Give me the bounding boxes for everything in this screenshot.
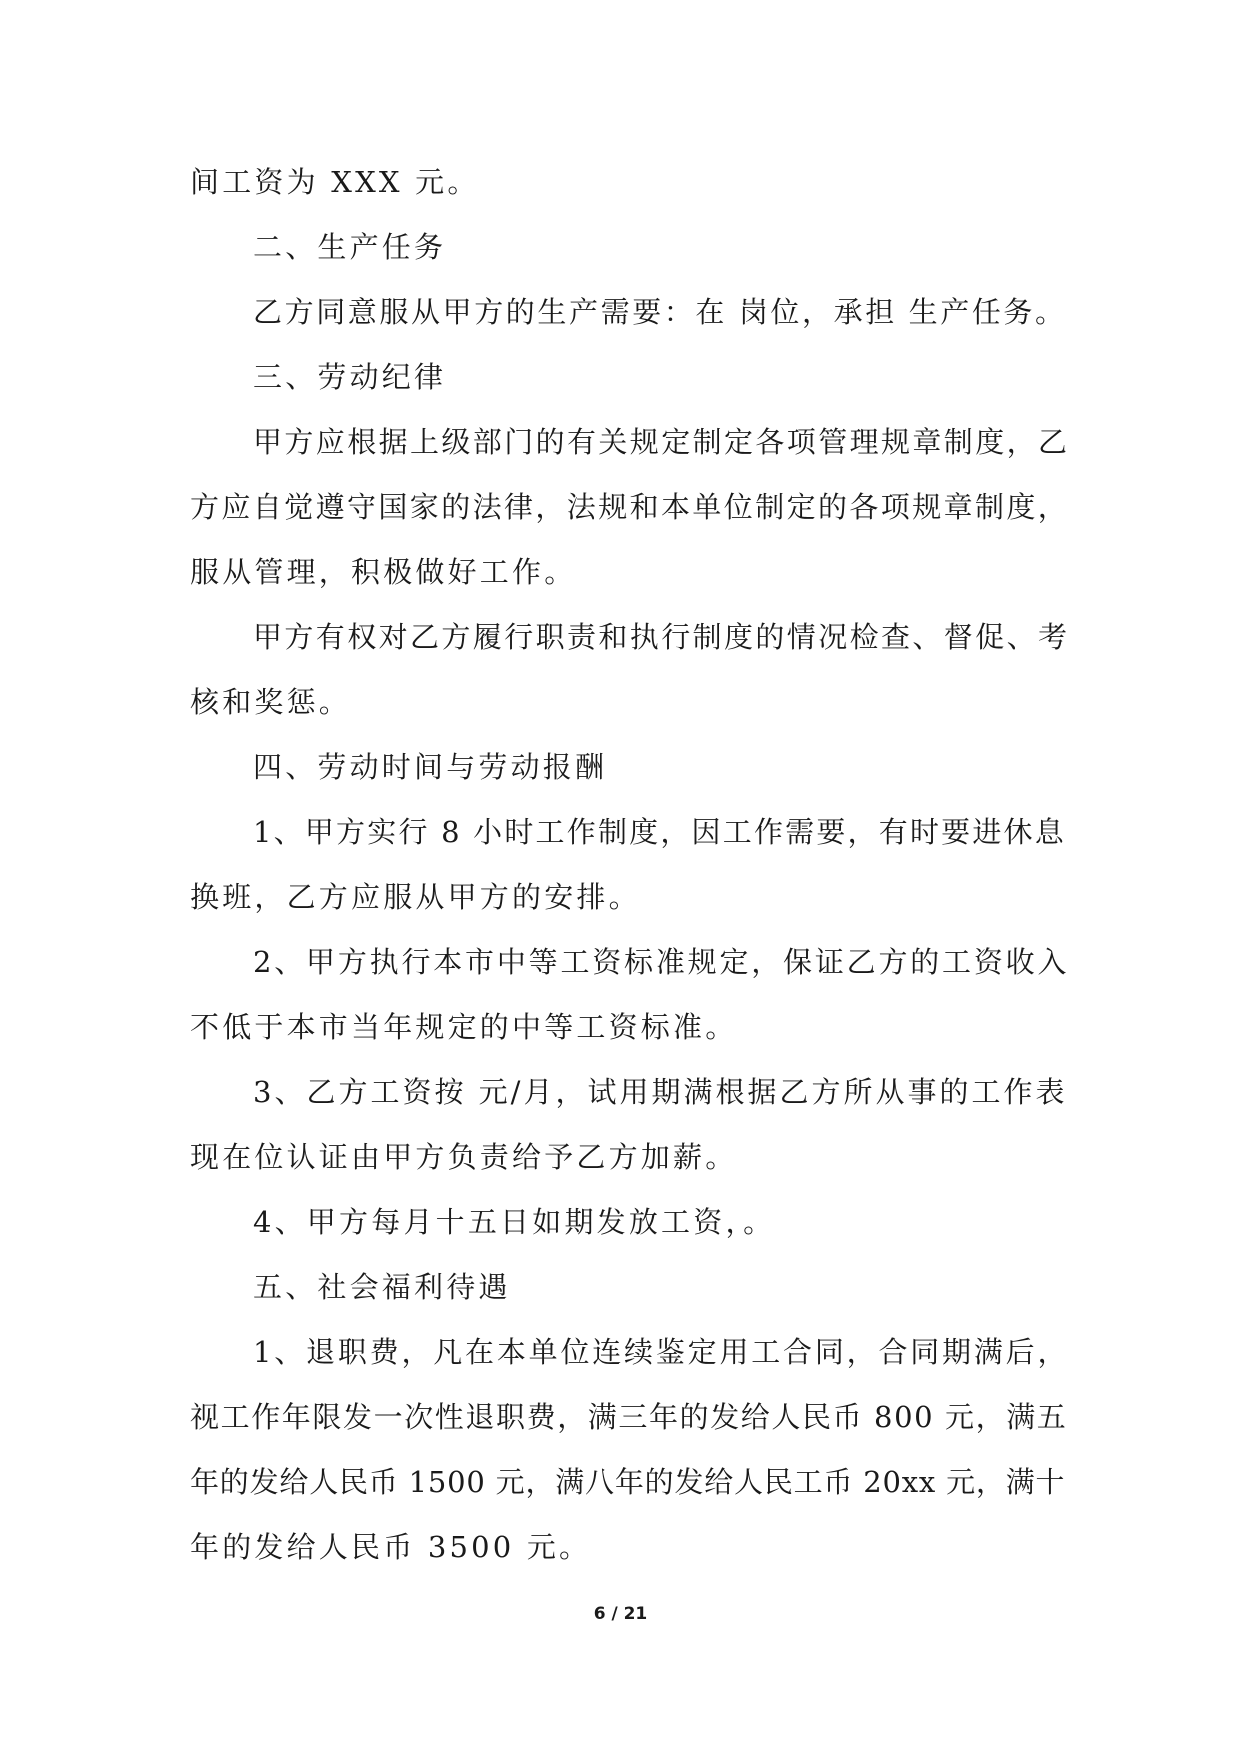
- paragraph-line: 核和奖惩。: [190, 685, 352, 719]
- paragraph-line: 方应自觉遵守国家的法律，法规和本单位制定的各项规章制度，: [190, 490, 1070, 524]
- paragraph-line: 年的发给人民币 1500 元，满八年的发给人民工币 20xx 元，满十: [190, 1465, 1066, 1499]
- section-heading: 五、社会福利待遇: [253, 1270, 511, 1304]
- paragraph-line: 1、甲方实行 8 小时工作制度，因工作需要，有时要进休息: [253, 815, 1066, 849]
- section-heading: 三、劳动纪律: [253, 360, 447, 394]
- paragraph-line: 1、退职费，凡在本单位连续鉴定用工合同，合同期满后，: [253, 1335, 1070, 1369]
- page-number: 6 / 21: [593, 1604, 648, 1624]
- paragraph-line: 甲方有权对乙方履行职责和执行制度的情况检查、督促、考: [253, 620, 1070, 654]
- paragraph-line: 4、甲方每月十五日如期发放工资，。: [253, 1205, 776, 1239]
- paragraph-line: 视工作年限发一次性退职费，满三年的发给人民币 800 元，满五: [190, 1400, 1068, 1434]
- section-heading: 二、生产任务: [253, 230, 447, 264]
- paragraph-line: 2、甲方执行本市中等工资标准规定，保证乙方的工资收入: [253, 945, 1070, 979]
- paragraph-line: 现在位认证由甲方负责给予乙方加薪。: [190, 1140, 738, 1174]
- paragraph-line: 乙方同意服从甲方的生产需要：在 岗位，承担 生产任务。: [253, 295, 1067, 329]
- paragraph-line: 不低于本市当年规定的中等工资标准。: [190, 1010, 738, 1044]
- paragraph-line: 服从管理，积极做好工作。: [190, 555, 577, 589]
- section-heading: 四、劳动时间与劳动报酬: [253, 750, 608, 784]
- paragraph-line: 3、乙方工资按 元/月，试用期满根据乙方所从事的工作表: [253, 1075, 1068, 1109]
- document-body: [190, 150, 1070, 1580]
- paragraph-line: 甲方应根据上级部门的有关规定制定各项管理规章制度，乙: [253, 425, 1070, 459]
- paragraph-line: 间工资为 XXX 元。: [190, 165, 480, 199]
- paragraph-line: 年的发给人民币 3500 元。: [190, 1530, 592, 1564]
- paragraph-line: 换班，乙方应服从甲方的安排。: [190, 880, 641, 914]
